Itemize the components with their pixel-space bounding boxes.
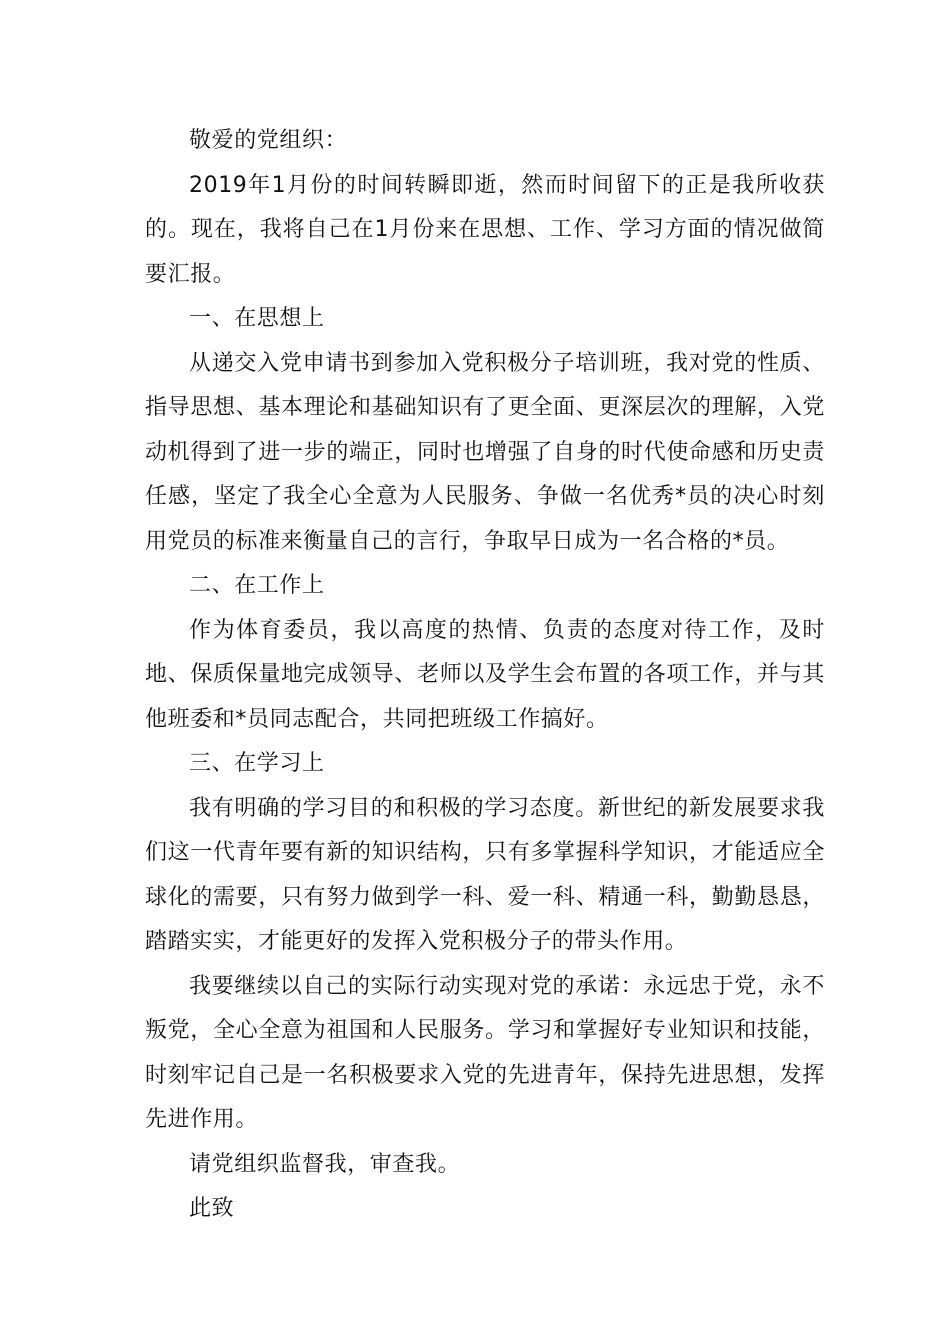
- paragraph-study: 我有明确的学习目的和积极的学习态度。新世纪的新发展要求我们这一代青年要有新的知识结构，只有多掌握科学知识，才能适应全球化的需要，只有努力做到学一科、爱一科、精通一科，勤勤恳恳，踏踏实实，才能更好的发挥入党积极分子的带头作用。: [145, 795, 825, 954]
- section-heading-study: 三、在学习上: [189, 751, 325, 776]
- paragraph-request: 请党组织监督我，审查我。: [189, 1151, 461, 1177]
- section-heading-thought: 一、在思想上: [189, 306, 325, 331]
- document-body: [145, 119, 825, 1232]
- paragraph-intro: 2019年1月份的时间转瞬即逝，然而时间留下的正是我所收获的。现在，我将自己在1月份来在思想、工作、学习方面的情况做简要汇报。: [145, 172, 825, 287]
- paragraph-commitment: 我要继续以自己的实际行动实现对党的承诺：永远忠于党，永不叛党，全心全意为祖国和人民服务。学习和掌握好专业知识和技能，时刻牢记自己是一名积极要求入党的先进青年，保持先进思想，发挥先进作用。: [145, 973, 825, 1132]
- paragraph-work: 作为体育委员，我以高度的热情、负责的态度对待工作，及时地、保质保量地完成领导、老师以及学生会布置的各项工作，并与其他班委和*员同志配合，共同把班级工作搞好。: [145, 617, 825, 732]
- closing-salute: 此致: [189, 1196, 235, 1221]
- section-heading-work: 二、在工作上: [189, 573, 325, 598]
- paragraph-thought: 从递交入党申请书到参加入党积极分子培训班，我对党的性质、指导思想、基本理论和基础知识有了更全面、更深层次的理解，入党动机得到了进一步的端正，同时也增强了自身的时代使命感和历史责任感，坚定了我全心全意为人民服务、争做一名优秀*员的决心时刻用党员的标准来衡量自己的言行，争取早日成为一名合格的*员。: [145, 350, 825, 554]
- salutation: 敬爱的党组织：: [189, 128, 348, 153]
